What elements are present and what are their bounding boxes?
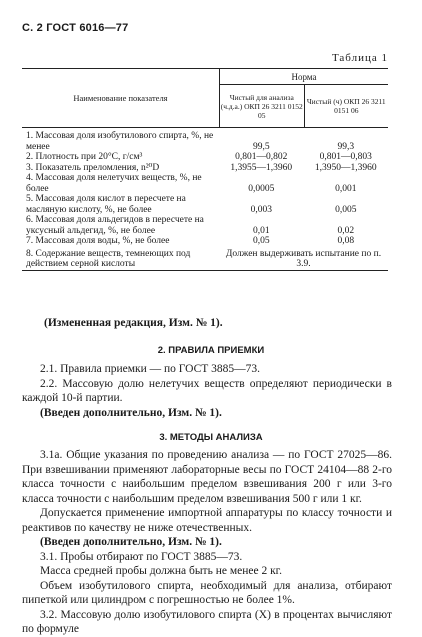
page-header: С. 2 ГОСТ 6016—77: [22, 22, 129, 34]
row-value-1: 0,003: [250, 204, 272, 215]
amendment-note: (Введен дополнительно, Изм. № 1).: [40, 536, 222, 548]
table-row: [22, 249, 388, 271]
column-header-name: Наименование показателя: [22, 69, 220, 127]
row-name: 4. Массовая доля нелетучих веществ, %, не более: [26, 173, 202, 194]
paragraph: Объем изобутилового спирта, необходимый для анализа, отбирают пипеткой или цилиндром с погрешностью не более 1%.: [22, 579, 392, 606]
column-header-grade-1: Чистый для анализа (ч.д.а.) ОКП 26 3211 0152 05: [220, 92, 303, 120]
row-value-2: 1,3950—1,3960: [314, 162, 377, 173]
row-value-2: 0,02: [337, 225, 355, 236]
table-title: Таблица 1: [331, 52, 388, 64]
paragraph: 3.1. Пробы отбирают по ГОСТ 3885—73.: [40, 550, 243, 563]
row-value-1: 99,5: [252, 141, 270, 152]
paragraph: Допускается применение импортной аппаратуры по классу точности и реактивов по качеству не ниже отечественных.: [22, 507, 392, 534]
table-row: [22, 215, 388, 236]
row-value-span: Должен выдерживать испытание по п. 3.9.: [225, 248, 382, 269]
amendment-note: (Измененная редакция, Изм. № 1).: [44, 317, 223, 329]
amendment-note: (Введен дополнительно, Изм. № 1).: [40, 406, 222, 419]
table-row: [22, 131, 388, 152]
table-row: [22, 194, 388, 215]
paragraph: 2.1. Правила приемки — по ГОСТ 3885—73.: [40, 363, 261, 375]
row-value-1: 0,05: [252, 236, 270, 246]
row-value-2: 0,08: [337, 236, 355, 246]
table-row: [22, 173, 388, 194]
column-header-grade-2: Чистый (ч) ОКП 26 3211 0151 06: [304, 85, 389, 127]
row-name: 3. Показатель преломления, n²⁰D: [26, 162, 160, 173]
row-value-1: 0,0005: [248, 183, 275, 194]
paragraph: 3.1а. Общие указания по проведению анализа — по ГОСТ 27025—86. При взвешивании применяют лабораторные весы по ГОСТ 24104—88 2-го класса точности с наибольшим пределом взвешивания 200 г или 3-го класса точности с наибольшим пределом взвешивания 500 г или 1 кг.: [22, 449, 392, 505]
paragraph: 2.2. Массовую долю нелетучих веществ определяют периодически в каждой 10-й партии.: [22, 377, 392, 404]
row-value-1: 0,801—0,802: [235, 152, 288, 162]
table-row: [22, 236, 388, 247]
paragraph: 3.2. Массовую долю изобутилового спирта (X) в процентах вычисляют по формуле: [22, 608, 392, 635]
row-name: 7. Массовая доля воды, %, не более: [26, 236, 170, 246]
row-value-1: 1,3955—1,3960: [230, 162, 293, 173]
section-3-body: [22, 448, 392, 637]
section-2-title: 2. ПРАВИЛА ПРИЕМКИ: [157, 345, 265, 356]
section-2-body: [22, 362, 392, 420]
specs-table: [22, 68, 388, 271]
row-name: 8. Содержание веществ, темнеющих под действием серной кислоты: [26, 248, 191, 269]
row-value-2: 99,3: [337, 141, 355, 152]
row-value-2: 0,005: [335, 204, 357, 215]
section-3-title: 3. МЕТОДЫ АНАЛИЗА: [159, 432, 263, 443]
column-header-norma: Норма: [220, 69, 388, 85]
row-value-2: 0,801—0,803: [319, 152, 372, 162]
row-name: 1. Массовая доля изобутилового спирта, %, не менее: [26, 131, 214, 152]
row-name: 5. Массовая доля кислот в пересчете на масляную кислоту, %, не более: [26, 194, 186, 215]
table-header: [22, 69, 388, 128]
row-value-2: 0,001: [335, 183, 357, 194]
row-name: 2. Плотность при 20°С, г/см³: [26, 152, 143, 162]
paragraph: Масса средней пробы должна быть не менее 2 кг.: [40, 565, 282, 577]
table-body: [22, 128, 388, 271]
table-row: [22, 152, 388, 163]
table-row: [22, 163, 388, 174]
column-header-norma-group: [220, 69, 388, 127]
row-value-1: 0,01: [252, 225, 270, 236]
row-name: 6. Массовая доля альдегидов в пересчете на уксусный альдегид, %, не более: [26, 215, 204, 236]
